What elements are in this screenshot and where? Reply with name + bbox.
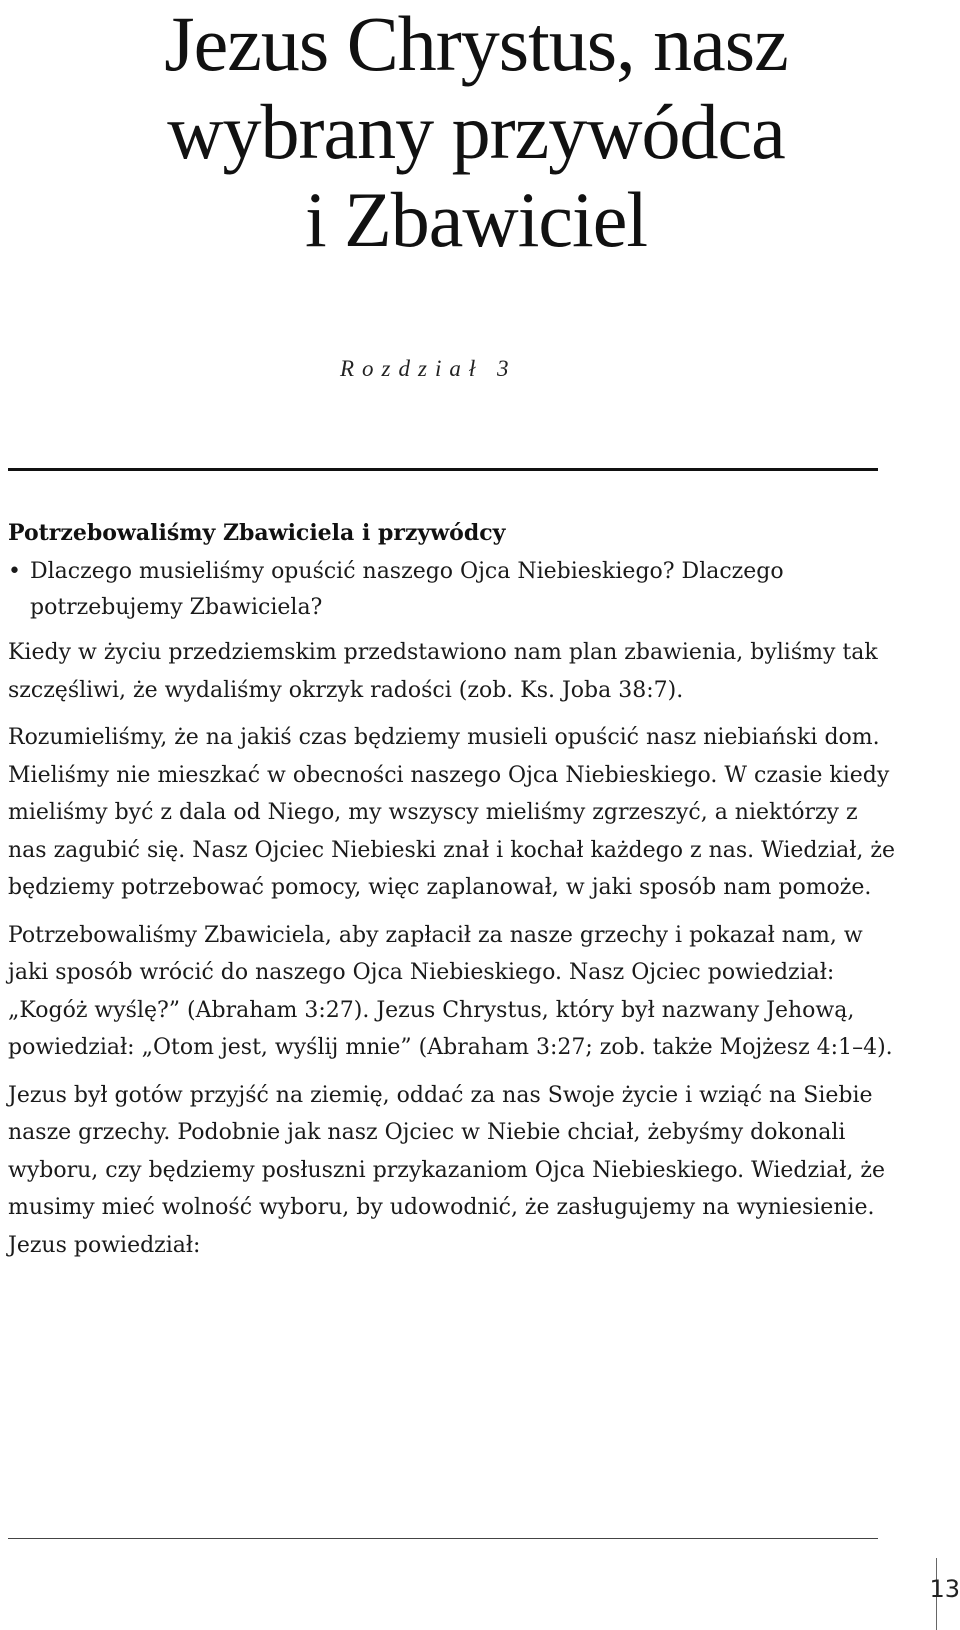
chapter-label: Rozdział 3	[340, 356, 517, 381]
footer-divider	[8, 1538, 878, 1539]
question-text: Dlaczego musieliśmy opuścić naszego Ojca Niebieskiego? Dlaczego potrzebujemy Zbawiciela?	[30, 559, 784, 620]
bullet-icon: •	[8, 559, 21, 584]
title-line-3: i Zbawiciel	[304, 176, 648, 263]
paragraph: Potrzebowaliśmy Zbawiciela, aby zapłacił za nasze grzechy i pokazał nam, w jaki sposób wrócić do naszego Ojca Niebieskiego. Nasz Ojciec powiedział: „Kogóż wyślę?” (Abraham 3:27). Jezus Chrystus, który był nazwany Jehową, powiedział: „Otom jest, wyślij mnie” (Abraham 3:27; zob. także Mojżesz 4:1–4).	[8, 922, 893, 1060]
paragraph: Rozumieliśmy, że na jakiś czas będziemy musieli opuścić nasz niebiański dom. Mieliśmy nie mieszkać w obecności naszego Ojca Niebieskiego. W czasie kiedy mieliśmy być z dala od Niego, my wszyscy mieliśmy zgrzeszyć, a niektórzy z nas zagubić się. Nasz Ojciec Niebieski znał i kochał każdego z nas. Wiedział, że będziemy potrzebować pomocy, więc zaplanował, w jaki sposób nam pomoże.	[8, 725, 895, 900]
page-number: 13	[929, 1575, 960, 1603]
section-heading: Potrzebowaliśmy Zbawiciela i przywódcy	[8, 520, 506, 546]
title-line-1: Jezus Chrystus, nasz	[164, 0, 788, 87]
title-line-2: wybrany przywódca	[167, 88, 785, 175]
section-body	[8, 518, 898, 1274]
section-divider	[8, 468, 878, 471]
paragraph: Jezus był gotów przyjść na ziemię, oddać za nas Swoje życie i wziąć na Siebie nasze grzechy. Podobnie jak nasz Ojciec w Niebie chciał, żebyśmy dokonali wyboru, czy będziemy posłuszni przykazaniom Ojca Niebieskiego. Wiedział, że musimy mieć wolność wyboru, by udowodnić, że zasługujemy na wyniesienie. Jezus powiedział:	[8, 1082, 885, 1258]
paragraph: Kiedy w życiu przedziemskim przedstawiono nam plan zbawienia, byliśmy tak szczęśliwi, że wydaliśmy okrzyk radości (zob. Ks. Joba 38:7).	[8, 640, 878, 703]
discussion-question	[8, 554, 898, 626]
page-title	[96, 0, 856, 264]
